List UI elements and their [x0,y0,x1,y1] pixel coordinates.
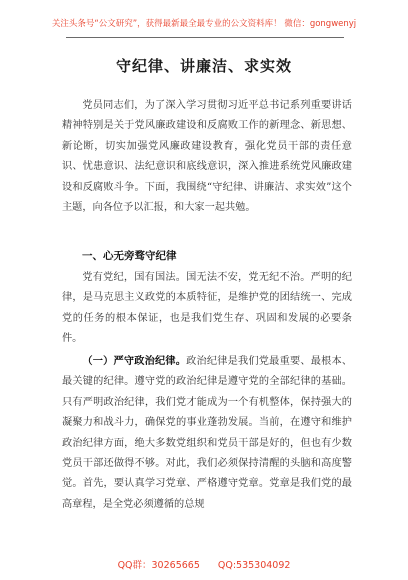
paragraph-body: 政治纪律是我们党最重要、最根本、最关键的纪律。遵守党的政治纪律是遵守党的全部纪律的基础。只有严明政治纪律，我们党才能成为一个有机整体，保持强大的凝聚力和战斗力，确保党的事业蓬勃发展。当前，在遵守和维护政治纪律方面，绝大多数党组织和党员干部是好的，但也有少数党员干部还做得不够。对此，我们必须保持清醒的头脑和高度警觉。首先，要认真学习党章、严格遵守党章。党章是我们党的最高章程，是全党必须遵循的总规 [62,356,353,510]
footer-contact [0,557,408,571]
qq-group-number: QQ群：30265665 [117,560,200,571]
document-title: 守纪律、讲廉洁、求实效 [115,57,292,75]
sub-heading: （一）严守政治纪律。 [82,355,187,367]
header-divider [66,37,344,38]
section-paragraph-political-discipline [62,351,352,543]
header-notice: 关注头条号“公文研究”，获得最新最全最专业的公文资料库！ 微信：gongwenyj [51,19,357,29]
section-paragraph: 党有党纪，国有国法。国无法不安，党无纪不治。严明的纪律，是马克思主义政党的本质特征，是维护党的团结统一、完成党的任务的根本保证，也是我们党生存、巩固和发展的必要条件。 [62,272,352,345]
section-heading: 一、心无旁骛守纪律 [82,250,177,262]
intro-paragraph: 党员同志们，为了深入学习贯彻习近平总书记系列重要讲话精神特别是关于党风廉政建设和反腐败工作的新理念、新思想、新论断，切实加强党风廉政建设教育，强化党员干部的责任意识、忧患意识、法纪意识和底线意识，深入推进系统党风廉政建设和反腐败斗争。下面，我围绕“守纪律、讲廉洁、求实效”这个主题，向各位予以汇报，和大家一起共勉。 [62,100,352,214]
qq-number: QQ:535304092 [217,560,291,571]
